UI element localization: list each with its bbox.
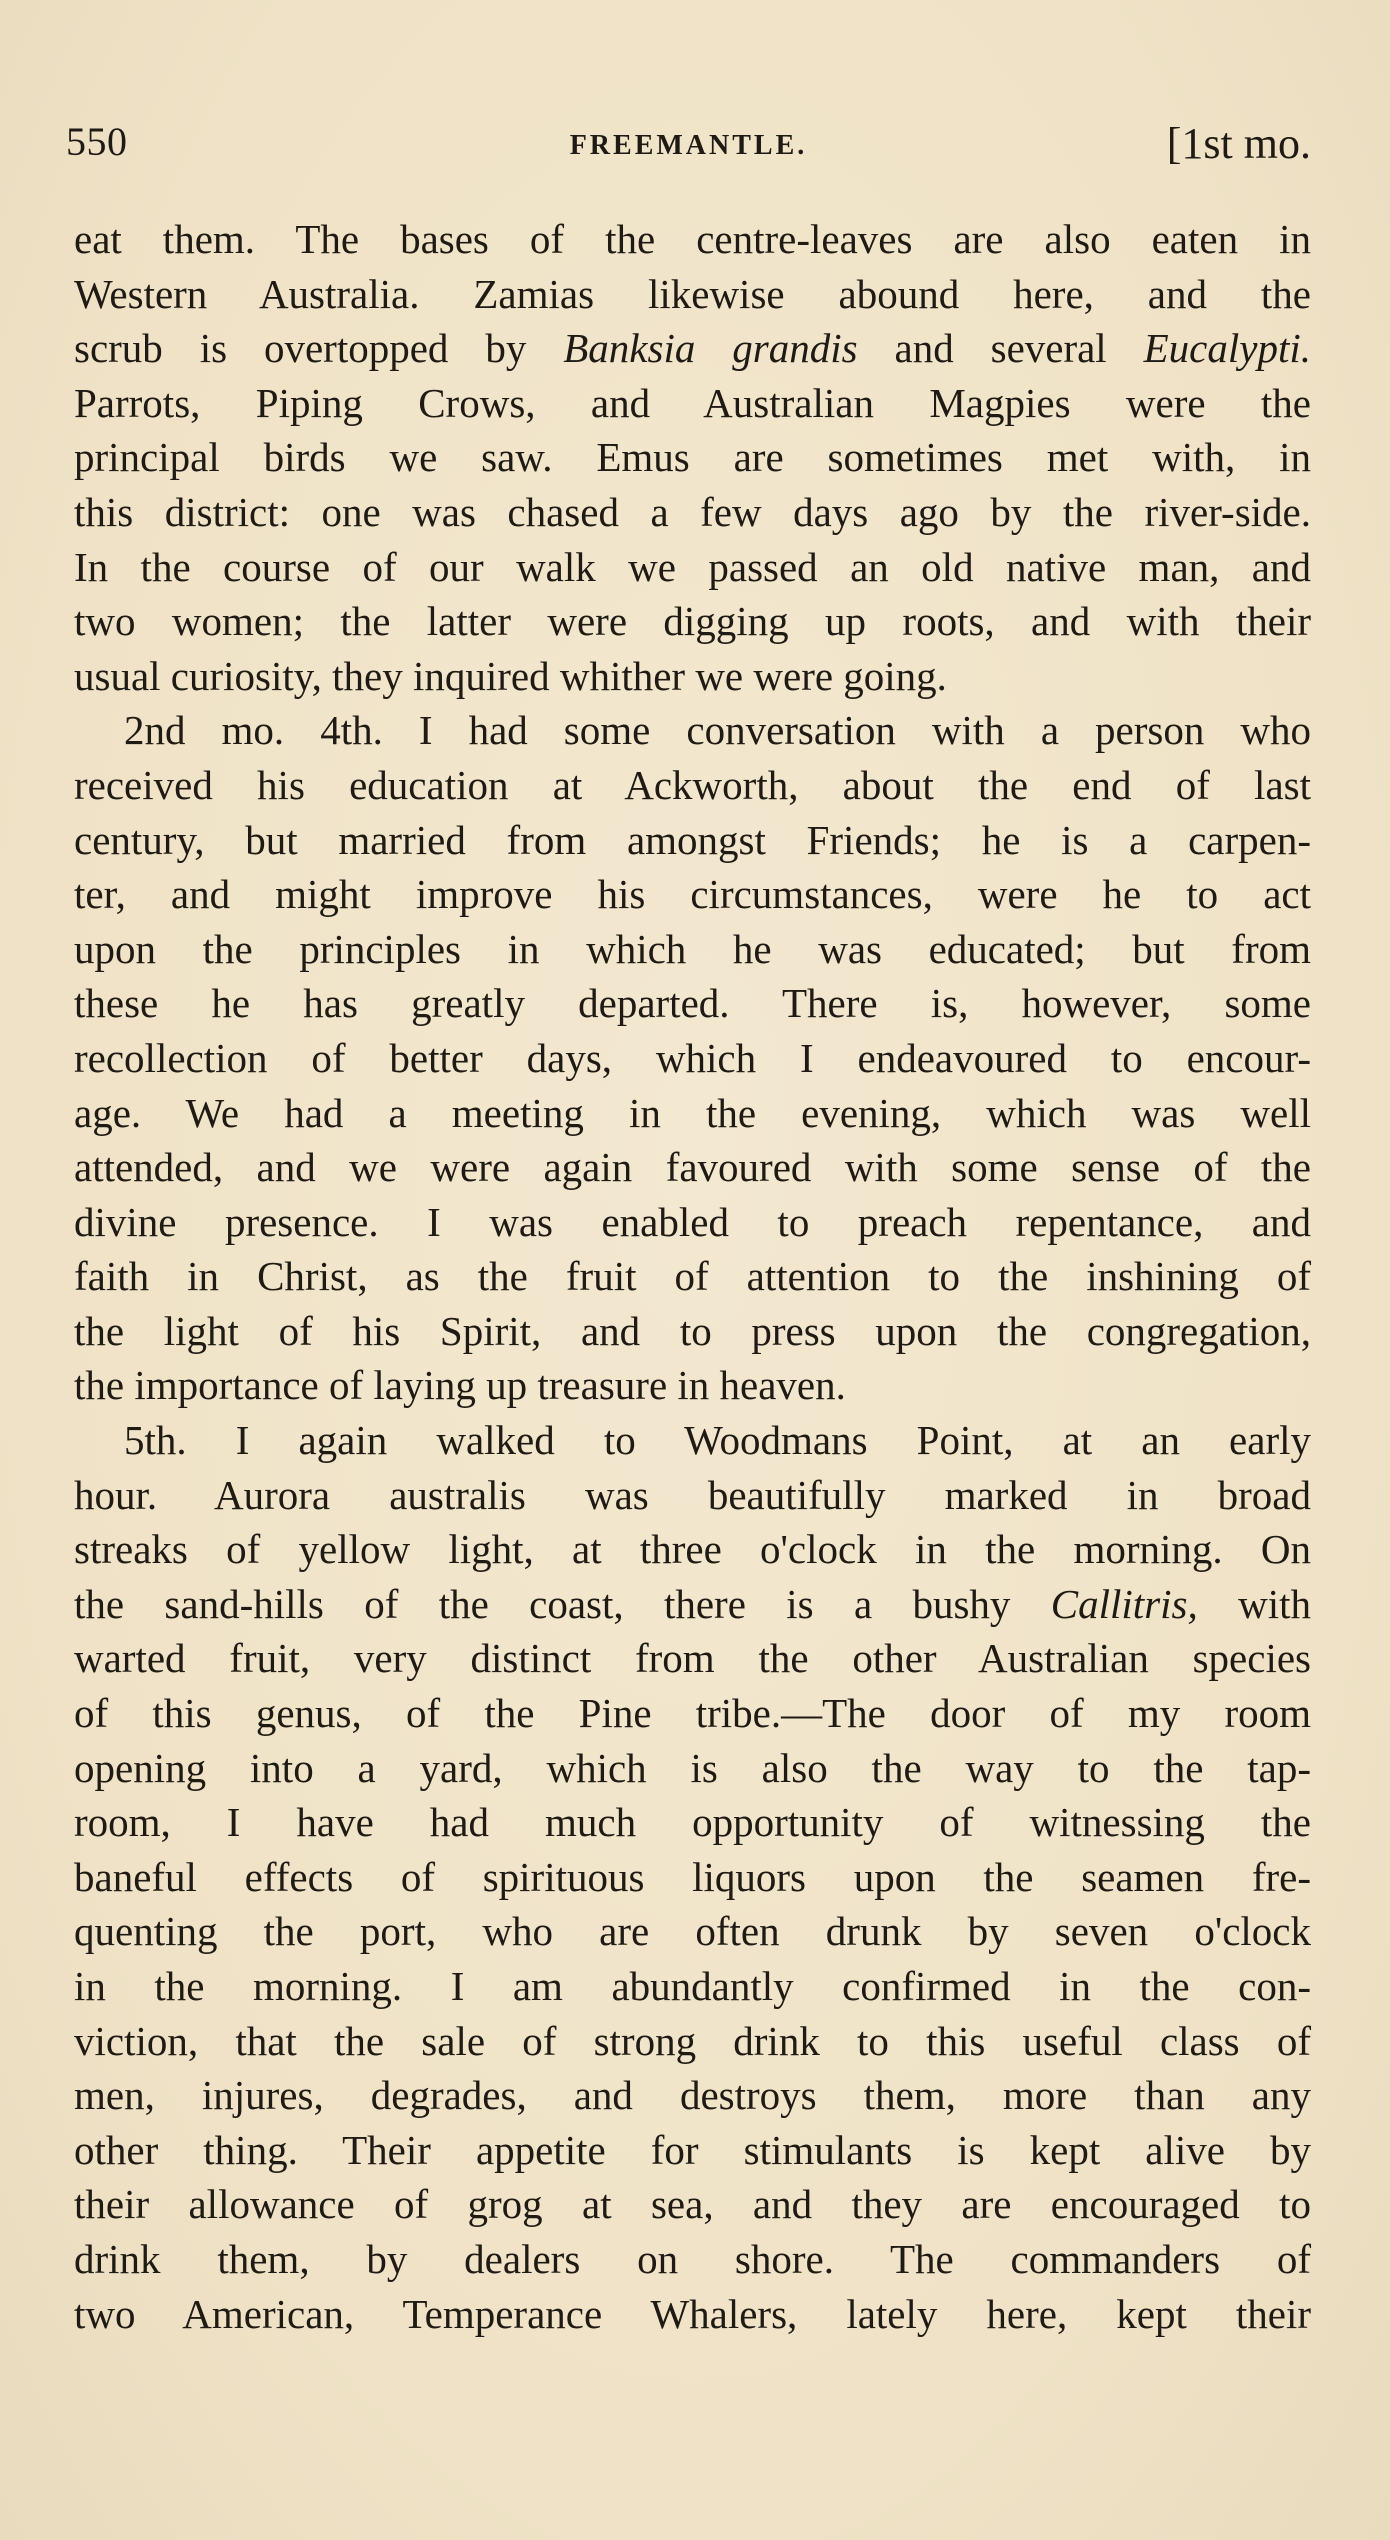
text-line: [74, 1249, 1311, 1304]
text-line: [74, 321, 1311, 376]
text-segment: recollection of better days, which I endeavoured to encour-: [74, 1034, 1311, 1081]
running-month: [1st mo.: [1166, 119, 1311, 168]
text-segment: room, I have had much opportunity of witnessing the: [74, 1799, 1311, 1846]
text-line: [74, 267, 1311, 322]
text-segment: Western Australia. Zamias likewise abound here, and the: [74, 270, 1311, 317]
text-segment: attended, and we were again favoured with some sense of the: [74, 1144, 1311, 1191]
text-segment: drink them, by dealers on shore. The commanders of: [74, 2235, 1311, 2282]
text-line: [74, 1304, 1311, 1359]
text-segment: Parrots, Piping Crows, and Australian Magpies were the: [74, 379, 1311, 426]
text-line: [74, 594, 1311, 649]
text-line: [74, 212, 1311, 267]
text-segment: opening into a yard, which is also the way to the tap-: [74, 1744, 1311, 1791]
text-line: [74, 1631, 1311, 1686]
text-segment: age. We had a meeting in the evening, which was well: [74, 1089, 1311, 1136]
text-line: [74, 1413, 1311, 1468]
text-segment: their allowance of grog at sea, and they are encouraged to: [74, 2181, 1311, 2228]
text-line: [74, 1358, 1311, 1413]
text-line: [74, 758, 1311, 813]
text-line: [74, 976, 1311, 1031]
text-segment: the sand-hills of the coast, there is a bushy: [74, 1580, 1051, 1627]
text-line: [74, 2068, 1311, 2123]
text-line: [74, 1577, 1311, 1632]
text-segment: scrub is overtopped by: [74, 325, 564, 372]
text-segment: 5th. I again walked to Woodmans Point, at an early: [124, 1417, 1311, 1464]
text-segment: with: [1197, 1580, 1311, 1627]
text-segment: other thing. Their appetite for stimulants is kept alive by: [74, 2126, 1311, 2173]
text-segment: usual curiosity, they inquired whither we were going.: [74, 652, 947, 699]
text-segment: the light of his Spirit, and to press upon the congregation,: [74, 1307, 1311, 1354]
text-segment: baneful effects of spirituous liquors upon the seamen fre-: [74, 1853, 1311, 1900]
text-segment: the importance of laying up treasure in heaven.: [74, 1362, 846, 1409]
text-segment: of this genus, of the Pine tribe.—The door of my room: [74, 1690, 1311, 1737]
text-segment: men, injures, degrades, and destroys them, more than any: [74, 2072, 1311, 2119]
text-segment: 2nd mo. 4th. I had some conversation with a person who: [124, 707, 1311, 754]
running-head: [66, 118, 1311, 178]
text-line: [74, 1795, 1311, 1850]
text-segment: faith in Christ, as the fruit of attention to the inshining of: [74, 1253, 1311, 1300]
text-segment: principal birds we saw. Emus are sometimes met with, in: [74, 434, 1311, 481]
text-segment: received his education at Ackworth, about the end of last: [74, 761, 1311, 808]
body-text: [74, 212, 1311, 2341]
text-line: [74, 1195, 1311, 1250]
text-line: [74, 867, 1311, 922]
text-segment: two women; the latter were digging up roots, and with their: [74, 598, 1311, 645]
text-line: [74, 1904, 1311, 1959]
text-line: [74, 2123, 1311, 2178]
text-segment: hour. Aurora australis was beautifully marked in broad: [74, 1471, 1311, 1518]
text-line: [74, 2177, 1311, 2232]
text-segment: this district: one was chased a few days ago by the river-side.: [74, 488, 1311, 535]
text-segment: divine presence. I was enabled to preach repentance, and: [74, 1198, 1311, 1245]
text-segment: century, but married from amongst Friends; he is a carpen-: [74, 816, 1311, 863]
text-line: [74, 430, 1311, 485]
text-line: [74, 540, 1311, 595]
text-line: [74, 1468, 1311, 1523]
text-segment: ter, and might improve his circumstances, were he to act: [74, 871, 1311, 918]
italic-term: Banksia grandis: [563, 325, 858, 372]
text-segment: warted fruit, very distinct from the other Australian species: [74, 1635, 1311, 1682]
text-line: [74, 813, 1311, 868]
text-segment: eat them. The bases of the centre-leaves are also eaten in: [74, 216, 1311, 262]
page-number: 550: [66, 119, 128, 164]
text-segment: in the morning. I am abundantly confirmed in the con-: [74, 1963, 1311, 2009]
text-line: [74, 2287, 1311, 2342]
text-line: [74, 1522, 1311, 1577]
text-line: [74, 1741, 1311, 1796]
text-line: [74, 1850, 1311, 1905]
text-segment: In the course of our walk we passed an old native man, and: [74, 543, 1311, 590]
text-line: [74, 703, 1311, 758]
text-line: [74, 485, 1311, 540]
text-segment: quenting the port, who are often drunk by seven o'clock: [74, 1908, 1311, 1955]
text-line: [74, 376, 1311, 431]
text-segment: viction, that the sale of strong drink to this useful class of: [74, 2017, 1311, 2064]
text-line: [74, 2232, 1311, 2287]
text-line: [74, 1686, 1311, 1741]
text-line: [74, 649, 1311, 704]
text-segment: and several: [857, 325, 1144, 372]
text-segment: these he has greatly departed. There is, however, some: [74, 980, 1311, 1027]
text-segment: streaks of yellow light, at three o'clock in the morning. On: [74, 1526, 1311, 1573]
running-title: FREEMANTLE.: [569, 130, 808, 161]
text-segment: two American, Temperance Whalers, lately here, kept their: [74, 2290, 1311, 2337]
text-segment: upon the principles in which he was educated; but from: [74, 925, 1311, 972]
text-line: [74, 1959, 1311, 2014]
text-line: [74, 1140, 1311, 1195]
italic-term: Callitris,: [1050, 1580, 1198, 1627]
text-line: [74, 2014, 1311, 2069]
text-line: [74, 1031, 1311, 1086]
text-line: [74, 1086, 1311, 1141]
italic-term: Eucalypti.: [1143, 325, 1311, 372]
text-line: [74, 922, 1311, 977]
